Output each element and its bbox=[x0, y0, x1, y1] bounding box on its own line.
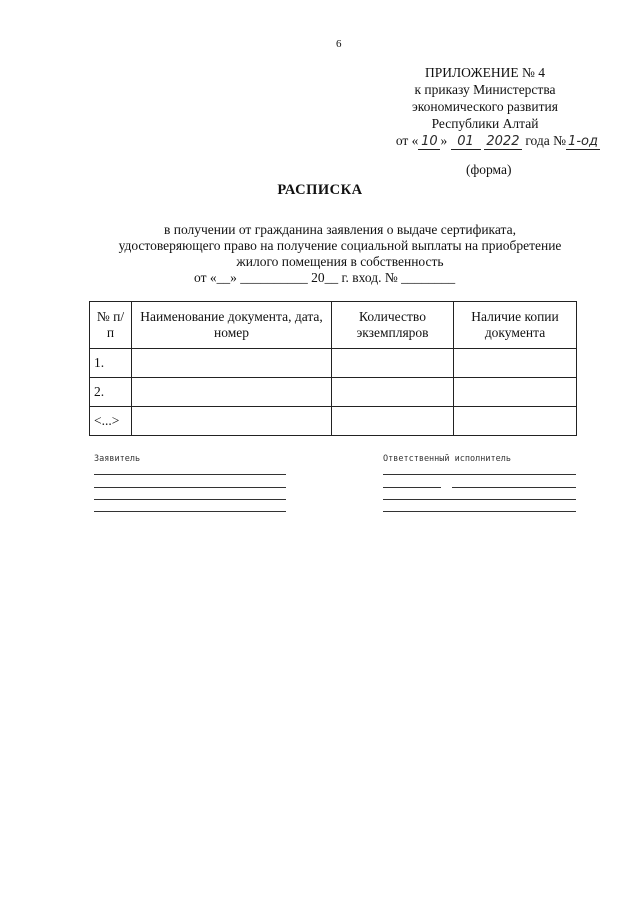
row-number: 2. bbox=[90, 378, 132, 407]
subtitle-line-1: в получении от гражданина заявления о выдаче сертификата, bbox=[163, 222, 516, 237]
subtitle-line-3: жилого помещения в собственность bbox=[236, 254, 444, 269]
row-quantity bbox=[332, 407, 454, 436]
appendix-republic-line: Республики Алтай bbox=[431, 116, 539, 131]
executor-signature-line bbox=[383, 487, 441, 488]
documents-table bbox=[89, 301, 577, 436]
row-document-name bbox=[132, 349, 332, 378]
table-header-row bbox=[90, 302, 577, 349]
date-day: 10 bbox=[418, 135, 440, 150]
executor-signature-line bbox=[383, 499, 576, 500]
row-document-name bbox=[132, 378, 332, 407]
executor-signature-line bbox=[383, 474, 576, 475]
appendix-title: ПРИЛОЖЕНИЕ № 4 bbox=[424, 65, 546, 80]
row-copy-availability bbox=[454, 349, 577, 378]
page-number: 6 bbox=[336, 38, 342, 50]
order-number: 1-од bbox=[566, 135, 600, 150]
document-title: РАСПИСКА bbox=[277, 182, 363, 198]
executor-signature-line bbox=[452, 487, 576, 488]
header-number: № п/п bbox=[90, 302, 132, 349]
applicant-signature-line bbox=[94, 474, 286, 475]
row-document-name bbox=[132, 407, 332, 436]
executor-signature-line bbox=[383, 511, 576, 512]
date-prefix: от « bbox=[395, 133, 419, 148]
applicant-signature-line bbox=[94, 499, 286, 500]
date-suffix: года № bbox=[525, 133, 566, 148]
executor-label: Ответственный исполнитель bbox=[383, 454, 511, 464]
header-copy-availability: Наличие копии документа bbox=[454, 302, 577, 349]
date-month: 01 bbox=[451, 135, 481, 150]
applicant-signature-line bbox=[94, 511, 286, 512]
applicant-label: Заявитель bbox=[94, 454, 141, 464]
row-quantity bbox=[332, 378, 454, 407]
form-type-label: (форма) bbox=[466, 162, 512, 177]
row-copy-availability bbox=[454, 378, 577, 407]
table-row bbox=[90, 378, 577, 407]
document-subtitle bbox=[80, 222, 600, 286]
row-quantity bbox=[332, 349, 454, 378]
applicant-signature-line bbox=[94, 487, 286, 488]
table-row bbox=[90, 407, 577, 436]
row-number: 1. bbox=[90, 349, 132, 378]
appendix-ministry-line: экономического развития bbox=[412, 99, 558, 114]
appendix-date-line bbox=[370, 132, 600, 150]
header-quantity: Количество экземпляров bbox=[332, 302, 454, 349]
header-document-name: Наименование документа, дата, номер bbox=[132, 302, 332, 349]
subtitle-line-4: от «__» __________ 20__ г. вход. № ________ bbox=[194, 270, 456, 285]
appendix-header bbox=[370, 64, 600, 150]
date-year: 2022 bbox=[484, 134, 522, 150]
row-copy-availability bbox=[454, 407, 577, 436]
subtitle-line-2: удостоверяющего право на получение социальной выплаты на приобретение bbox=[118, 238, 562, 253]
table-row bbox=[90, 349, 577, 378]
appendix-order-line: к приказу Министерства bbox=[414, 82, 556, 97]
date-separator: » bbox=[440, 133, 448, 148]
row-number: <...> bbox=[90, 407, 132, 436]
